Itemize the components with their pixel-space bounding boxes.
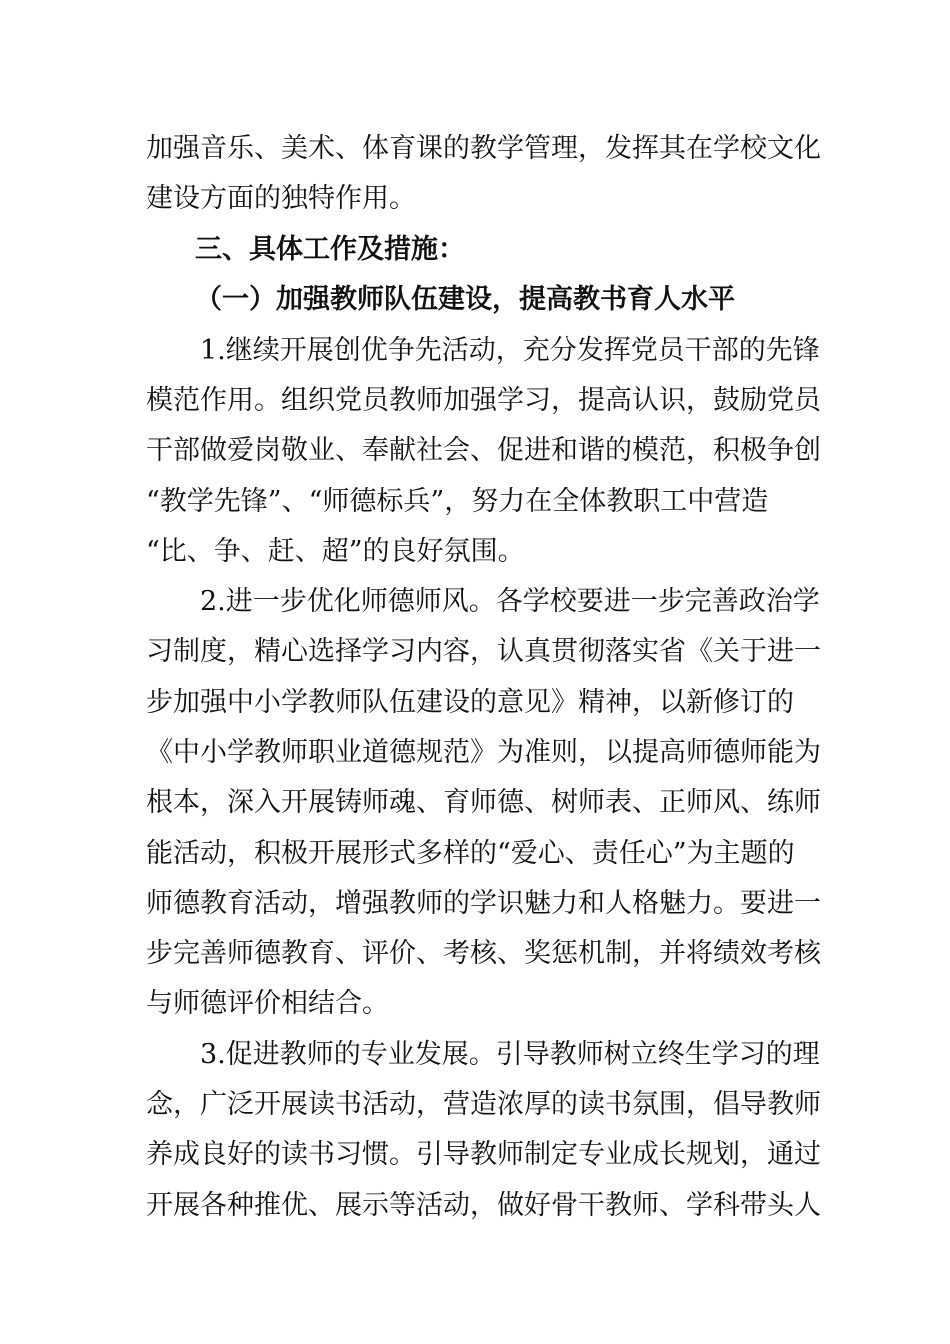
paragraph-line: 师德教育活动，增强教师的学识魅力和人格魅力。要进一 (146, 888, 821, 919)
paragraph-line: 《中小学教师职业道德规范》为准则，以提高师德师能为 (146, 737, 821, 768)
paragraph-line: 建设方面的独特作用。 (146, 183, 416, 214)
paragraph-line: 模范作用。组织党员教师加强学习，提高认识，鼓励党员 (146, 385, 821, 416)
paragraph-line: 3.促进教师的专业发展。引导教师树立终生学习的理 (200, 1039, 820, 1070)
subsection-heading: （一）加强教师队伍建设，提高教书育人水平 (195, 284, 735, 315)
paragraph-line: 习制度，精心选择学习内容，认真贯彻落实省《关于进一 (146, 636, 821, 667)
paragraph-line: 加强音乐、美术、体育课的教学管理，发挥其在学校文化 (146, 133, 821, 164)
paragraph-line: 根本，深入开展铸师魂、育师德、树师表、正师风、练师 (146, 787, 821, 818)
paragraph-line: 念，广泛开展读书活动，营造浓厚的读书氛围，倡导教师 (146, 1089, 821, 1120)
section-heading: 三、具体工作及措施： (195, 234, 465, 265)
paragraph-line: “教学先锋”、“师德标兵”，努力在全体教职工中营造 (146, 486, 769, 517)
paragraph-line: 步加强中小学教师队伍建设的意见》精神，以新修订的 (146, 687, 794, 718)
paragraph-line: 开展各种推优、展示等活动，做好骨干教师、学科带头人 (146, 1190, 821, 1221)
paragraph-line: 步完善师德教育、评价、考核、奖惩机制，并将绩效考核 (146, 938, 821, 969)
paragraph-line: 1.继续开展创优争先活动，充分发挥党员干部的先锋 (200, 335, 820, 366)
paragraph-line: “比、争、赶、超”的良好氛围。 (146, 536, 525, 567)
paragraph-line: 能活动，积极开展形式多样的“爱心、责任心”为主题的 (146, 838, 795, 869)
paragraph-line: 2.进一步优化师德师风。各学校要进一步完善政治学 (200, 586, 820, 617)
paragraph-line: 干部做爱岗敬业、奉献社会、促进和谐的模范，积极争创 (146, 435, 821, 466)
paragraph-line: 与师德评价相结合。 (146, 988, 389, 1019)
paragraph-line: 养成良好的读书习惯。引导教师制定专业成长规划，通过 (146, 1139, 821, 1170)
